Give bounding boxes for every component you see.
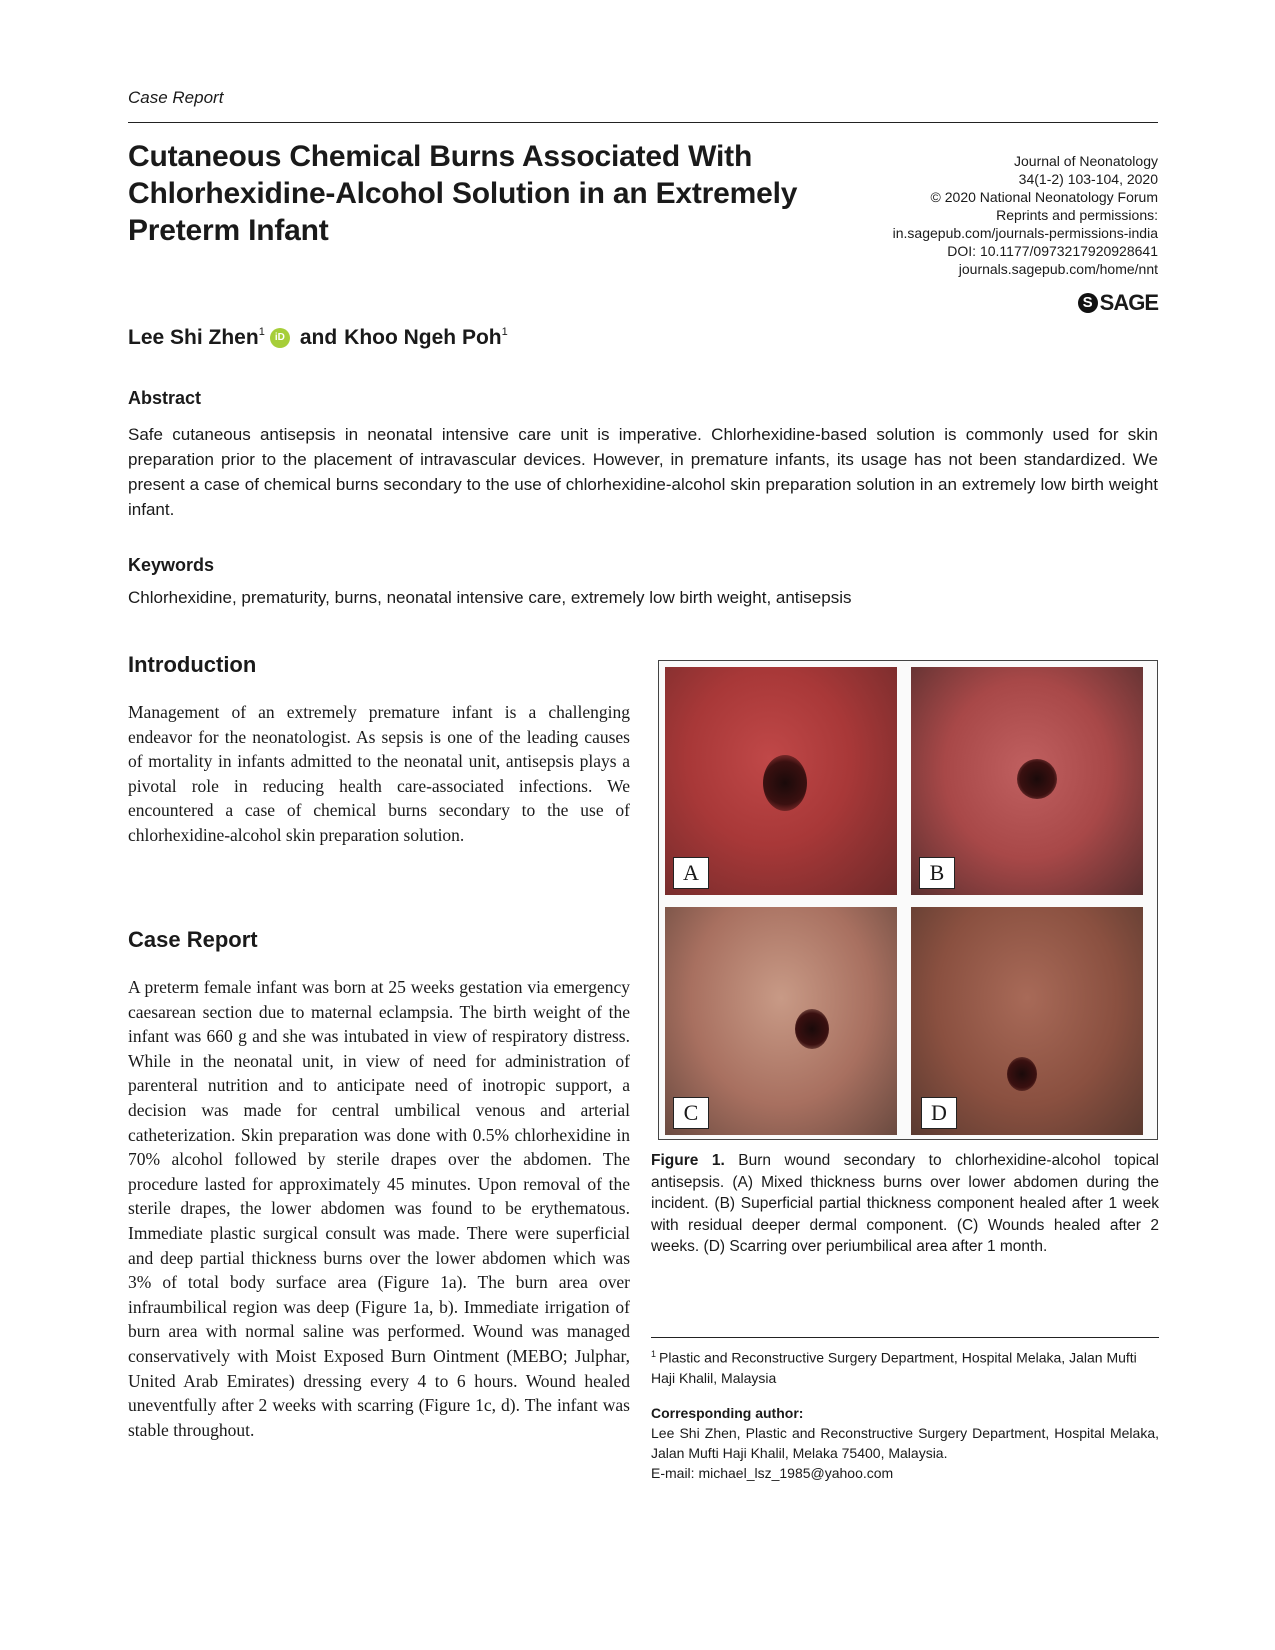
abstract-text: Safe cutaneous antisepsis in neonatal intensive care unit is imperative. Chlorhexidine-based solution is commonly used for skin preparation prior to the placement of intravascular devices. However, in premature infants, its usage has not been standardized. We present a case of chemical burns secondary to the use of chlorhexidine-alcohol skin preparation solution in an extremely low birth weight infant. <box>128 425 1158 519</box>
header-rule <box>128 122 1158 123</box>
figure-panel-a <box>665 667 897 895</box>
sage-logo-text: SAGE <box>1099 290 1158 315</box>
orcid-icon[interactable]: iD <box>270 328 290 348</box>
figure-caption <box>651 1150 1159 1258</box>
affiliation-footnote <box>651 1344 1159 1388</box>
affiliation-text: Plastic and Reconstructive Surgery Department, Hospital Melaka, Jalan Mufti Haji Khalil, Malaysia <box>651 1349 1137 1386</box>
corresponding-address: Lee Shi Zhen, Plastic and Reconstructive Surgery Department, Hospital Melaka, Jalan Mufti Haji Khalil, Melaka 75400, Malaysia. <box>651 1425 1159 1461</box>
corresponding-email[interactable]: E-mail: michael_lsz_1985@yahoo.com <box>651 1465 894 1481</box>
author-line <box>128 326 511 350</box>
author-conjunction: and <box>299 326 338 349</box>
affiliation-mark: 1 <box>258 326 265 338</box>
journal-home-link[interactable]: journals.sagepub.com/home/nnt <box>958 261 1158 277</box>
figure-1 <box>658 660 1158 1140</box>
introduction-text: Management of an extremely premature infant is a challenging endeavor for the neonatologist. As sepsis is one of the leading causes of mortality in infants admitted to the neonatal unit, antisepsis plays a pivotal role in reducing health care-associated infections. We encountered a case of chemical burns secondary to the use of chlorhexidine-alcohol skin preparation solution. <box>128 702 630 845</box>
figure-panel-d <box>911 907 1143 1135</box>
corresponding-heading: Corresponding author: <box>651 1405 804 1421</box>
panel-label: C <box>673 1097 709 1129</box>
panel-label: A <box>673 857 709 889</box>
sage-logo <box>1078 290 1158 316</box>
figure-panel-c <box>665 907 897 1135</box>
introduction-heading: Introduction <box>128 652 257 677</box>
caption-text: Burn wound secondary to chlorhexidine-alcohol topical antisepsis. (A) Mixed thickness burns over lower abdomen during the incident. (B) Superficial partial thickness component healed after 1 week with residual deeper dermal component. (C) Wounds healed after 2 weeks. (D) Scarring over periumbilical area after 1 month. <box>651 1152 1159 1255</box>
reprints-label: Reprints and permissions: <box>996 207 1158 223</box>
abstract-heading: Abstract <box>128 388 202 408</box>
case-report-text: A preterm female infant was born at 25 weeks gestation via emergency caesarean section due to maternal eclampsia. The birth weight of the infant was 660 g and she was intubated in view of respiratory distress. While in the neonatal unit, in view of need for administration of parenteral nutrition and to anticipate need of inotropic support, a decision was made for central umbilical venous and arterial catheterization. Skin preparation was done with 0.5% chlorhexidine in 70% alcohol followed by sterile drapes over the abdomen. The procedure lasted for approximately 45 minutes. Upon removal of the sterile drapes, the lower abdomen was found to be erythematous. Immediate plastic surgical consult was made. There were superficial and deep partial thickness burns over the lower abdomen which was 3% of total body surface area (Figure 1a). The burn area over infraumbilical region was deep (Figure 1a, b). Immediate irrigation of burn area with normal saline was performed. Wound was managed conservatively with Moist Exposed Burn Ointment (MEBO; Julphar, United Arab Emirates) dressing every 4 to 6 hours. Wound healed uneventfully after 2 weeks with scarring (Figure 1c, d). The infant was stable throughout. <box>128 977 630 1440</box>
permissions-link[interactable]: in.sagepub.com/journals-permissions-india <box>892 225 1158 241</box>
corresponding-author <box>651 1403 1159 1483</box>
panel-label: D <box>921 1097 957 1129</box>
affiliation-mark: 1 <box>651 1349 657 1359</box>
article-title: Cutaneous Chemical Burns Associated With Chlorhexidine-Alcohol Solution in an Extremely Preterm Infant <box>128 140 798 247</box>
journal-copyright: © 2020 National Neonatology Forum <box>930 189 1158 205</box>
burn-wound <box>763 755 807 811</box>
doi-link[interactable]: DOI: 10.1177/0973217920928641 <box>947 243 1158 259</box>
figure-panel-b <box>911 667 1143 895</box>
author-name: Khoo Ngeh Poh <box>344 326 502 349</box>
affiliation-mark: 1 <box>501 326 508 338</box>
caption-label: Figure 1. <box>651 1152 725 1169</box>
burn-wound <box>795 1009 829 1049</box>
case-report-heading: Case Report <box>128 927 258 952</box>
burn-wound <box>1007 1057 1037 1091</box>
author-name: Lee Shi Zhen <box>128 326 259 349</box>
footnote-rule <box>651 1337 1159 1338</box>
journal-info <box>838 152 1158 278</box>
panel-label: B <box>919 857 955 889</box>
keywords-text: Chlorhexidine, prematurity, burns, neonatal intensive care, extremely low birth weight, antisepsis <box>128 588 852 607</box>
section-label: Case Report <box>128 88 224 107</box>
journal-volume: 34(1-2) 103-104, 2020 <box>1018 171 1158 187</box>
journal-name: Journal of Neonatology <box>1014 153 1158 169</box>
burn-wound <box>1017 759 1057 799</box>
sage-logo-icon: S <box>1078 293 1098 313</box>
keywords-heading: Keywords <box>128 555 215 575</box>
